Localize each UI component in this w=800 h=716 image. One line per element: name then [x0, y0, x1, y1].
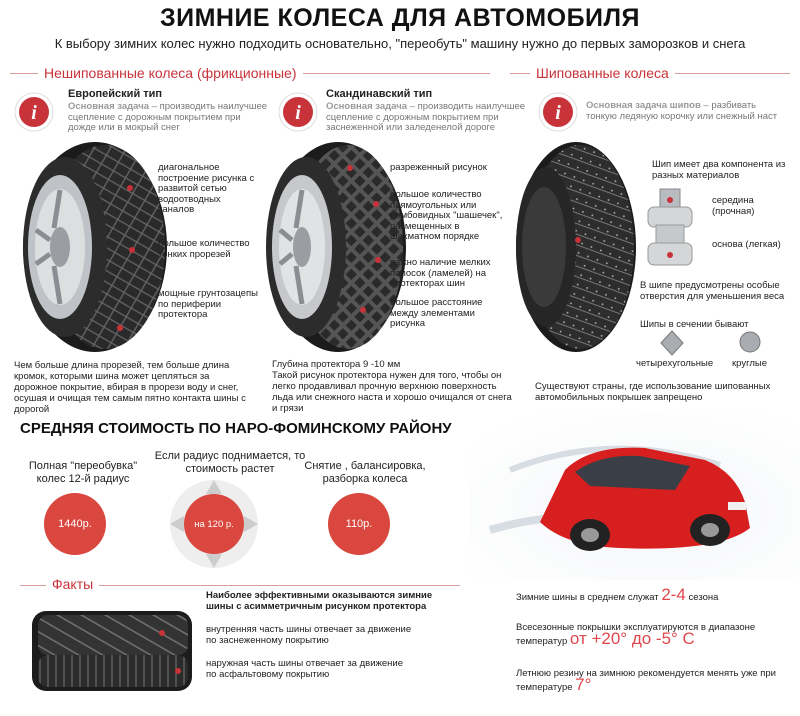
- info-icon: [538, 92, 578, 132]
- fact-change-value: 7°: [575, 675, 592, 694]
- cost-label-3: Снятие , балансировка, разборка колеса: [304, 460, 426, 485]
- scandinavian-callout-1: разреженный рисунок: [390, 162, 487, 173]
- european-callout-2: большое количество тонких прорезей: [158, 238, 250, 260]
- scandinavian-footer: Такой рисунок протектора нужен для того, чтобы он легко продавливал прочную верхнюю поверхность льда или снежного наста и хорошо очищался от снега и грязи: [272, 370, 512, 414]
- cost-title: СРЕДНЯЯ СТОИМОСТЬ ПО НАРО-ФОМИНСКОМУ РАЙОНУ: [20, 420, 452, 437]
- stud-diagram-image: [640, 185, 700, 275]
- scandinavian-callout-4: большое расстояние между элементами рисунка: [390, 297, 483, 330]
- round-label: круглые: [732, 358, 767, 369]
- inner-part-text: внутренняя часть шины отвечает за движение по заснеженному покрытию: [206, 624, 412, 646]
- studded-footer: Существуют страны, где использование шипованных автомобильных покрышек запрещено: [535, 381, 771, 403]
- tetragonal-label: четырехугольные: [636, 358, 714, 369]
- stud-core-label: середина (прочная): [712, 195, 755, 217]
- scandinavian-depth: Глубина протектора 9 -10 мм: [272, 359, 401, 370]
- cost-label-2: Если радиус поднимается, то стоимость растет: [154, 450, 306, 475]
- fact-change: [516, 668, 786, 693]
- stud-section-text: Шипы в сечении бывают: [640, 319, 749, 330]
- info-icon: [14, 92, 54, 132]
- european-task: [68, 102, 268, 134]
- section-non-studded: Нешипованные колеса (фрикционные): [38, 65, 303, 81]
- asymmetric-title: Наиболее эффективными оказываются зимние шины с асимметричным рисунком протектора: [206, 590, 433, 612]
- car-image: [470, 410, 800, 580]
- task-label: Основная задача: [326, 101, 408, 112]
- fact-lifetime-text: Зимние шины в среднем служат: [516, 592, 659, 603]
- asymmetric-tire-image: [28, 605, 198, 695]
- european-tire-image: [10, 140, 170, 355]
- page-title: ЗИМНИЕ КОЛЕСА ДЛЯ АВТОМОБИЛЯ: [159, 4, 641, 32]
- scandinavian-callout-2: большое количество прямоугольных или ромбовидных "шашечек", размещенных в шахматном порядке: [390, 189, 503, 243]
- fact-change-text: Летнюю резину на зимнюю рекомендуется менять уже при температуре: [516, 668, 776, 693]
- section-studded: Шипованные колеса: [530, 65, 675, 81]
- stud-base-label: основа (легкая): [712, 239, 781, 250]
- svg-text:i: i: [555, 102, 561, 124]
- scandinavian-tire-image: [258, 140, 408, 355]
- task-label: Основная задача: [68, 101, 150, 112]
- scandinavian-task: [326, 102, 526, 134]
- page-subtitle: К выбору зимних колес нужно подходить основательно, "переобуть" машину нужно до первых заморозков и снега: [54, 36, 746, 51]
- cost-circle-3: 110р.: [328, 493, 390, 555]
- fact-lifetime-suffix: сезона: [688, 592, 719, 603]
- european-callout-1: диагональное построение рисунка с развитой сетью водоотводных каналов: [158, 162, 255, 216]
- info-icon: [278, 92, 318, 132]
- cost-circle-2: на 120 р.: [184, 494, 244, 554]
- outer-part-text: наружная часть шины отвечает за движение по асфальтовому покрытию: [206, 658, 403, 680]
- tetragonal-stud-icon: [660, 330, 684, 356]
- cost-circle-1: 1440р.: [44, 493, 106, 555]
- cost-label-1: Полная "переобувка" колес 12-й радиус: [28, 460, 138, 485]
- svg-text:i: i: [295, 102, 301, 124]
- round-stud-icon: [738, 330, 762, 354]
- scandinavian-callout-3: важно наличие мелких полосок (ламелей) на протекторах шин: [390, 257, 491, 290]
- studded-task: [586, 101, 786, 122]
- stud-holes-text: В шипе предусмотрены особые отверстия для уменьшения веса: [640, 280, 785, 302]
- studded-tire-image: [508, 140, 638, 355]
- task-text: – разбивать тонкую ледяную корочку или снежный наст: [586, 100, 778, 122]
- european-callout-3: мощные грунтозацепы по периферии протектора: [158, 288, 258, 321]
- european-footer: Чем больше длина прорезей, тем больше длина кромок, которыми шина может цепляться за дорожное покрытие, вбирая в прорези воду и снег, осушая и очищая тем самым пятно контакта шины с дорогой: [14, 360, 246, 415]
- svg-text:i: i: [31, 102, 37, 124]
- european-title: Европейский тип: [68, 88, 163, 100]
- facts-title: Факты: [46, 576, 99, 592]
- task-text: – производить наилучшее сцепление с дорожным покрытием при дожде или в мокрый снег: [68, 101, 268, 133]
- fact-allseason-text: Всесезонные покрышки эксплуатируются в диапазоне температур: [516, 622, 756, 647]
- task-label: Основная задача шипов: [586, 100, 701, 111]
- fact-lifetime-value: 2-4: [661, 585, 686, 604]
- fact-allseason-value: от +20° до -5° С: [569, 629, 695, 648]
- fact-lifetime: [516, 585, 786, 604]
- task-text: – производить наилучшее сцепление с дорожным покрытием при заснеженной или заледенелой дороге: [326, 101, 526, 133]
- scandinavian-title: Скандинавский тип: [326, 88, 433, 100]
- stud-components-text: Шип имеет два компонента из разных материалов: [652, 159, 786, 181]
- fact-allseason: [516, 622, 786, 647]
